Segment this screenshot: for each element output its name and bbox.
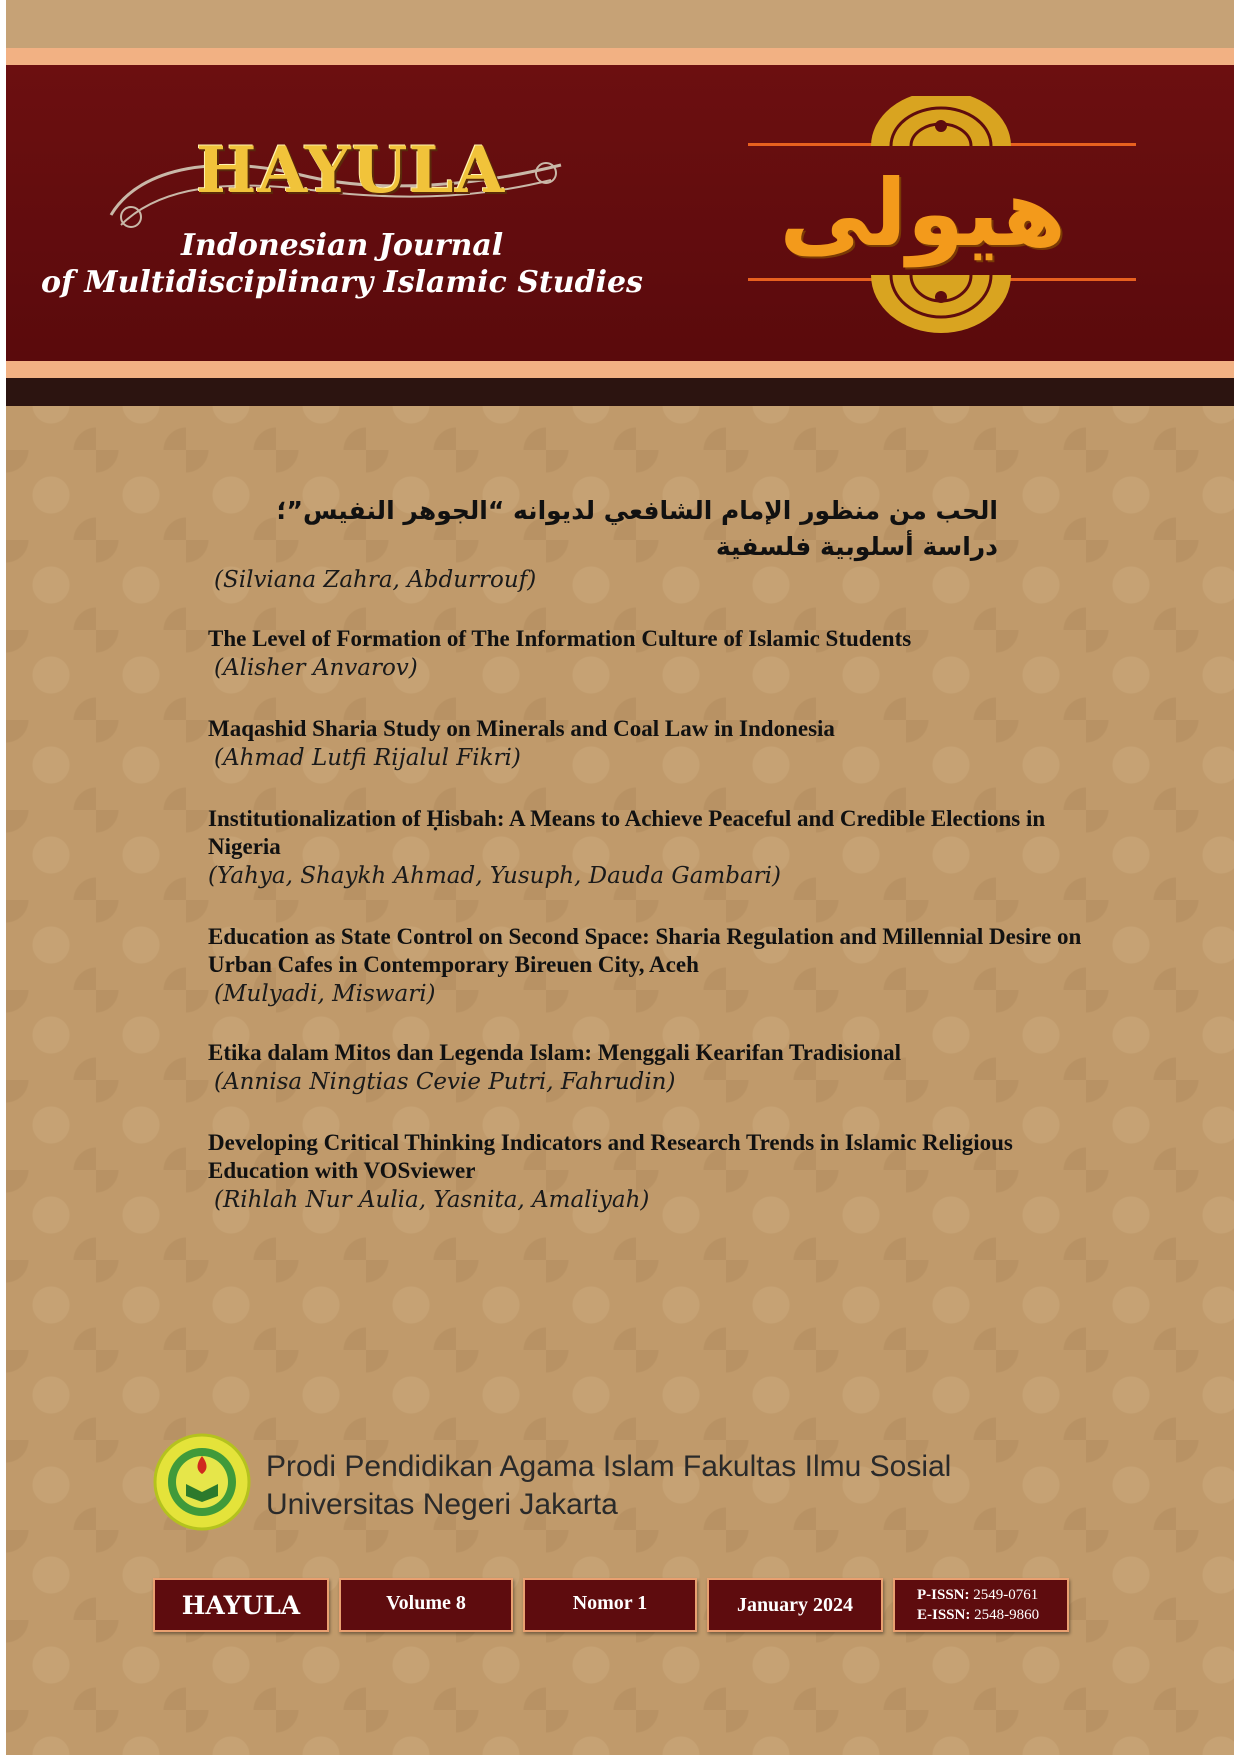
article-entry — [208, 805, 1108, 891]
article-title: Institutionalization of Ḥisbah: A Means to Achieve Peaceful and Credible Elections in Nigeria — [208, 806, 1046, 859]
ornament-medallion-bottom-icon — [866, 275, 1016, 333]
article-entry — [208, 923, 1108, 1009]
journal-cover — [6, 0, 1234, 1755]
article-authors: (Mulyadi, Miswari) — [214, 981, 436, 1007]
institution-line2: Universitas Negeri Jakarta — [266, 1488, 618, 1521]
article-title: Maqashid Sharia Study on Minerals and Coal Law in Indonesia — [208, 716, 835, 741]
article-title: الحب من منظور الإمام الشافعي لديوانه “الجوهر النفيس”؛ دراسة أسلوبية فلسفية — [276, 496, 998, 561]
article-entry — [208, 715, 1108, 773]
footer-volume: Volume 8 — [386, 1592, 466, 1614]
article-authors: (Ahmad Lutfi Rijalul Fikri) — [214, 745, 521, 771]
institution-line1: Prodi Pendidikan Agama Islam Fakultas Ilmu Sosial — [266, 1450, 952, 1483]
article-entry — [208, 1129, 1108, 1215]
article-entry — [208, 493, 1108, 595]
arabic-title-logo: هيولى — [779, 160, 1066, 267]
article-title: Education as State Control on Second Space: Sharia Regulation and Millennial Desire on Urban Cafes in Contemporary Bireuen City, Aceh — [208, 924, 1082, 977]
footer-date-box — [707, 1578, 883, 1632]
article-authors: (Annisa Ningtias Cevie Putri, Fahrudin) — [214, 1069, 676, 1095]
article-entry — [208, 625, 1108, 683]
e-issn: E-ISSN: 2548-9860 — [917, 1607, 1040, 1623]
peach-band-top — [6, 48, 1234, 65]
journal-subtitle-line1: Indonesian Journal — [181, 228, 504, 263]
top-pattern-strip — [6, 0, 1234, 48]
ornament-medallion-top-icon — [866, 96, 1016, 146]
footer-number-box — [523, 1578, 697, 1632]
dark-band — [6, 378, 1234, 406]
article-title: Developing Critical Thinking Indicators and Research Trends in Islamic Religious Education with VOSviewer — [208, 1130, 1013, 1183]
footer-brand-box — [153, 1578, 329, 1632]
footer-number: Nomor 1 — [572, 1592, 648, 1614]
peach-band-bottom — [6, 361, 1234, 378]
article-authors: (Alisher Anvarov) — [214, 655, 418, 681]
university-logo-icon — [150, 1432, 254, 1532]
journal-title: HAYULA — [196, 133, 506, 208]
footer-issn-box — [893, 1578, 1069, 1632]
article-title: Etika dalam Mitos dan Legenda Islam: Menggali Kearifan Tradisional — [208, 1040, 902, 1065]
article-title: The Level of Formation of The Information Culture of Islamic Students — [208, 626, 912, 651]
p-issn: P-ISSN: 2549-0761 — [917, 1587, 1039, 1603]
article-authors: (Rihlah Nur Aulia, Yasnita, Amaliyah) — [214, 1187, 650, 1213]
article-entry — [208, 1039, 1108, 1097]
footer-volume-box — [339, 1578, 513, 1632]
footer-brand: HAYULA — [181, 1590, 301, 1620]
journal-subtitle-line2: of Multidisciplinary Islamic Studies — [41, 265, 643, 300]
article-authors: (Yahya, Shaykh Ahmad, Yusuph, Dauda Gambari) — [208, 863, 781, 889]
footer-date: January 2024 — [736, 1593, 854, 1616]
article-authors: (Silviana Zahra, Abdurrouf) — [214, 567, 537, 593]
table-of-contents — [208, 493, 1108, 1215]
